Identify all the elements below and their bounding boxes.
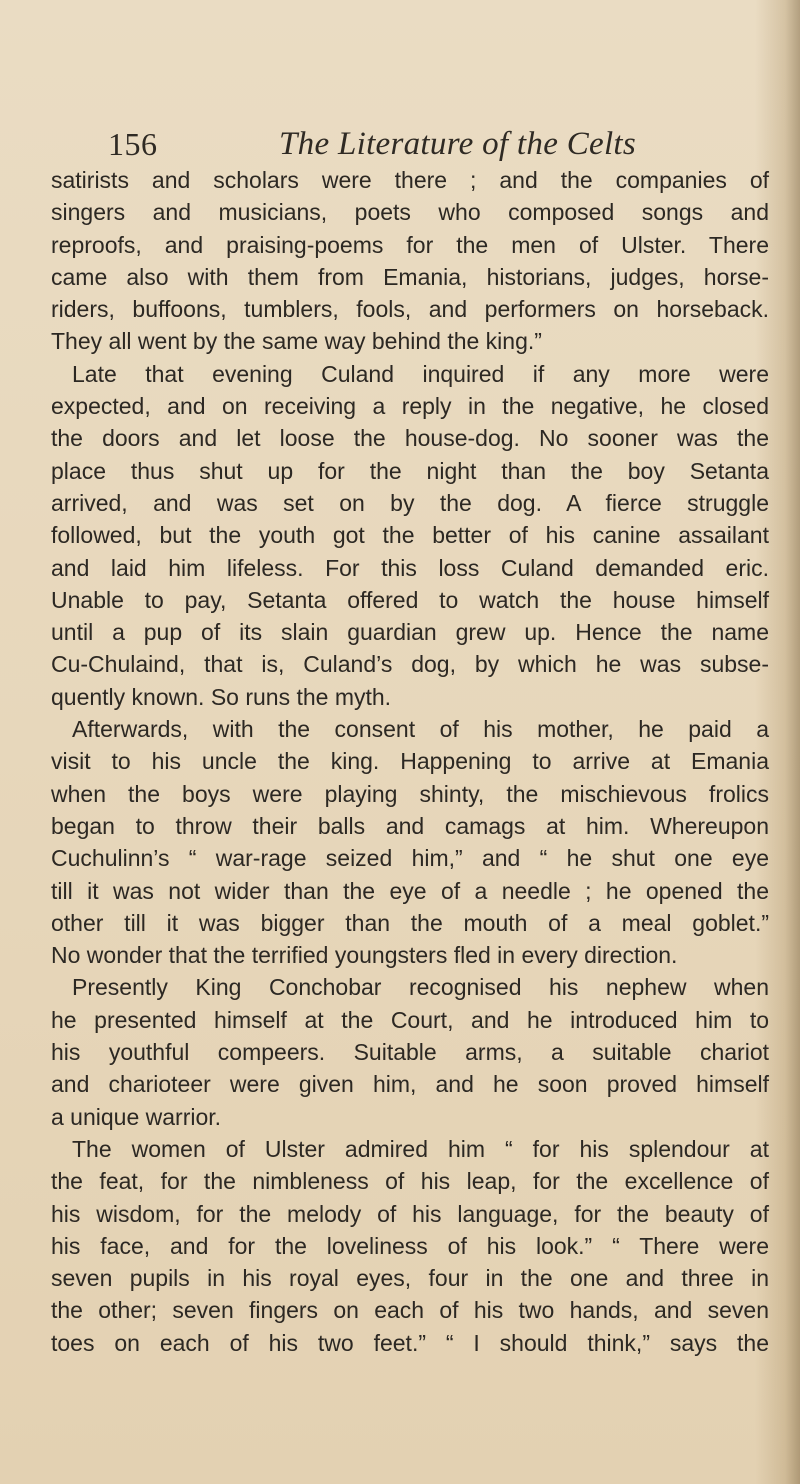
text-line: the doors and let loose the house-dog. No sooner was the [51,425,769,452]
text-line: he presented himself at the Court, and he introduced him to [51,1006,769,1033]
page-number: 156 [108,126,158,162]
text-line: Late that evening Culand inquired if any more were [72,360,769,387]
text-line: expected, and on receiving a reply in the negative, he closed [51,393,769,420]
text-line: Unable to pay, Setanta offered to watch the house himself [51,586,769,613]
text-line: his youthful compeers. Suitable arms, a suitable chariot [51,1039,769,1066]
text-line: a unique warrior. [51,1103,222,1130]
text-line: They all went by the same way behind the king.” [51,328,542,355]
text-line: Afterwards, with the consent of his mother, he paid a [72,716,769,743]
text-line: when the boys were playing shinty, the mischievous frolics [51,780,769,807]
text-line: quently known. So runs the myth. [51,683,392,710]
text-line: and laid him lifeless. For this loss Culand demanded eric. [51,554,769,581]
text-line: the other; seven fingers on each of his two hands, and seven [51,1297,769,1324]
text-line: began to throw their balls and camags at him. Whereupon [51,812,769,839]
text-line: until a pup of its slain guardian grew up. Hence the name [51,619,769,646]
text-line: visit to his uncle the king. Happening to arrive at Emania [51,748,769,775]
running-title: The Literature of the Celts [279,126,637,162]
text-line: No wonder that the terrified youngsters fled in every direction. [51,942,678,969]
text-line: his face, and for the loveliness of his look.” “ There were [51,1232,769,1259]
text-line: Presently King Conchobar recognised his nephew when [72,974,769,1001]
text-line: and charioteer were given him, and he soon proved himself [51,1071,769,1098]
text-line: seven pupils in his royal eyes, four in the one and three in [51,1265,769,1292]
text-line: The women of Ulster admired him “ for his splendour at [72,1135,769,1162]
text-line: arrived, and was set on by the dog. A fierce struggle [51,489,769,516]
text-line: satirists and scholars were there ; and the companies of [51,167,769,193]
text-line: riders, buffoons, tumblers, fools, and performers on horseback. [51,296,769,323]
text-line: place thus shut up for the night than the boy Setanta [51,457,769,484]
body-text [51,164,769,1359]
text-line: Cu-Chulaind, that is, Culand’s dog, by which he was subse- [51,651,769,678]
text-line: toes on each of his two feet.” “ I should think,” says the [51,1329,769,1356]
text-line: Cuchulinn’s “ war-rage seized him,” and “ he shut one eye [51,845,769,872]
text-line: the feat, for the nimbleness of his leap, for the excellence of [51,1168,769,1195]
text-line: followed, but the youth got the better of his canine assailant [51,522,769,549]
text-line: reproofs, and praising-poems for the men of Ulster. There [51,231,769,258]
text-line: other till it was bigger than the mouth of a meal goblet.” [51,909,769,936]
text-line: singers and musicians, poets who composed songs and [51,199,769,226]
text-line: his wisdom, for the melody of his language, for the beauty of [51,1200,769,1227]
text-line: till it was not wider than the eye of a needle ; he opened the [51,877,769,904]
text-line: came also with them from Emania, historians, judges, horse- [51,263,769,290]
